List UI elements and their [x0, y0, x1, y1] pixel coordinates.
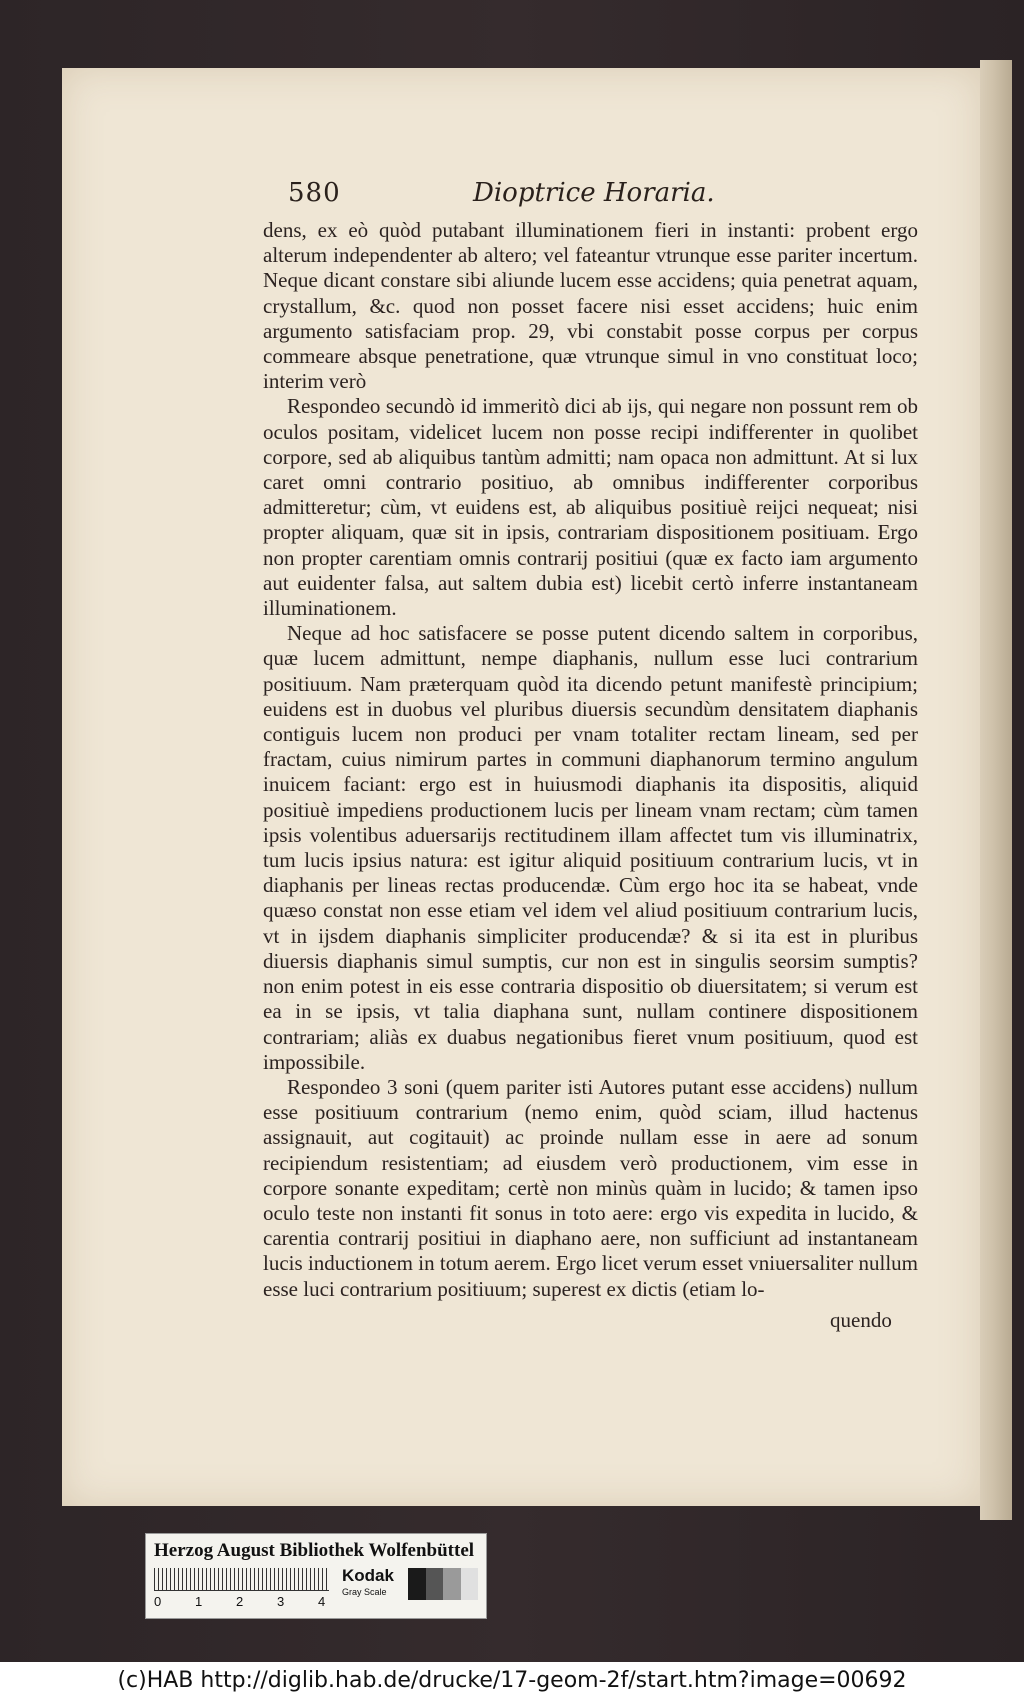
color-scale-card — [145, 1533, 487, 1619]
paragraph: Respondeo secundò id immeritò dici ab ijs, qui negare non possunt rem ob oculos positam, videlicet lucem non posse recipi indifferenter in quolibet corpore, sed ab aliquibus tantùm admitti; nam opaca non admittunt. At si lux caret omni contrario positiuo, ab omnibus indifferenter corporibus admitteretur; cùm, vt euidens est, ab aliquibus positiuè reijci nequeat; nisi propter aliquam, quæ sit in ipsis, contrariam dispositionem positiuam. Ergo non propter carentiam omnis contrarij positiui (quæ ex facto iam argumento aut euidenter falsa, aut saltem dubia est) licebit certò inferre instantaneam illuminationem. — [263, 394, 918, 621]
paragraph: Neque ad hoc satisfacere se posse putent dicendo saltem in corporibus, quæ lucem admittunt, nempe diaphanis, nullum esse luci contrarium positiuum. Nam præterquam quòd ita dicendo petunt manifestè principium; euidens est in duobus vel pluribus diuersis secundùm densitatem diaphanis contiguis lucem non produci per vnam totaliter rectam lineam, sed per fractam, cuius nimirum partes in communi diaphanorum termino angulum inuicem faciant: ergo est in huiusmodi diaphanis ita dispositis, aliquid positiuè impediens productionem lucis per lineam vnam rectam; cùm tamen ipsis volentibus aduersarijs rectitudinem illam affectet tum vis illuminatrix, tum lucis ipsius natura: est igitur aliquid positiuum contrarium lucis, vt in diaphanis per lineas rectas producendæ. Cùm ergo hoc ita se habeat, vnde quæso constat non esse etiam vel idem vel aliud positiuum contrarium lucis, vt in ijsdem diaphanis simpliciter producendæ? & si ita est in pluribus diuersis diaphanis simul sumptis, cur non est in singulis seorsim sumptis? non enim potest in eis esse contraria dispositio ob diuersitatem; si verum est ea in se ipsis, vt talia diaphana sunt, nullam continere dispositionem contrariam; aliàs ex duabus negationibus fieret vnum positiuum, quod est impossibile. — [263, 621, 918, 1074]
page-number: 580 — [288, 178, 341, 208]
catchword: quendo — [830, 1308, 892, 1332]
ruler-number: 3 — [277, 1594, 285, 1609]
paragraph: Respondeo 3 soni (quem pariter isti Autores putant esse accidens) nullum esse positiuum contrarium (nemo enim, quòd sciam, illud hactenus assignauit, aut cogitauit) ac proinde nullam esse in aere ad sonum recipiendum resistentiam; ad eiusdem verò productionem, vim esse in corpore sonante expeditam; certè non minùs quàm in lucido; & tamen ipso oculo teste non instanti fit sonus in toto aere: ergo vis expedita in lucido, & carentia contrarij positiui in diaphano aere, non sufficiunt ad instantaneam lucis inductionem in totum aerem. Ergo licet verum esset vniuersaliter nullum esse luci contrarium positiuum; superest ex dictis (etiam lo- — [263, 1074, 918, 1301]
footer-bar — [0, 1662, 1024, 1702]
ruler-number: 0 — [154, 1594, 162, 1609]
gray-swatch — [408, 1568, 426, 1600]
ruler-number: 2 — [236, 1594, 244, 1609]
gray-swatch — [426, 1568, 444, 1600]
gray-swatch — [461, 1568, 479, 1600]
kodak-logo: Kodak — [342, 1566, 394, 1585]
adjacent-page-edge — [980, 60, 1012, 1520]
paragraph: dens, ex eò quòd putabant illuminationem fieri in instanti: probent ergo alterum independenter ab altero; vel fateantur vtrunque esse pariter incertum. Neque dicant constare sibi aliunde lucem esse accidens; quia penetrat aquam, crystallum, &c. quod non posset facere nisi esset accidens; huic enim argumento satisfaciam prop. 29, vbi constabit posse corpus per corpus commeare absque penetratione, quæ vtrunque simul in vno constituat loco; interim verò — [263, 218, 918, 394]
ruler-numbers — [154, 1594, 334, 1612]
ruler-number: 4 — [318, 1594, 326, 1609]
gray-swatch — [443, 1568, 461, 1600]
copyright-url: (c)HAB http://diglib.hab.de/drucke/17-geom-2f/start.htm?image=00692 — [117, 1668, 907, 1693]
page-header — [288, 178, 908, 212]
gray-scale-label: Gray Scale — [342, 1587, 387, 1597]
ruler-number: 1 — [195, 1594, 203, 1609]
running-title: Dioptrice Horaria. — [473, 178, 715, 208]
gray-swatches — [408, 1568, 478, 1600]
body-text — [263, 218, 918, 1302]
library-name: Herzog August Bibliothek Wolfenbüttel — [154, 1540, 475, 1561]
ruler — [154, 1568, 329, 1591]
